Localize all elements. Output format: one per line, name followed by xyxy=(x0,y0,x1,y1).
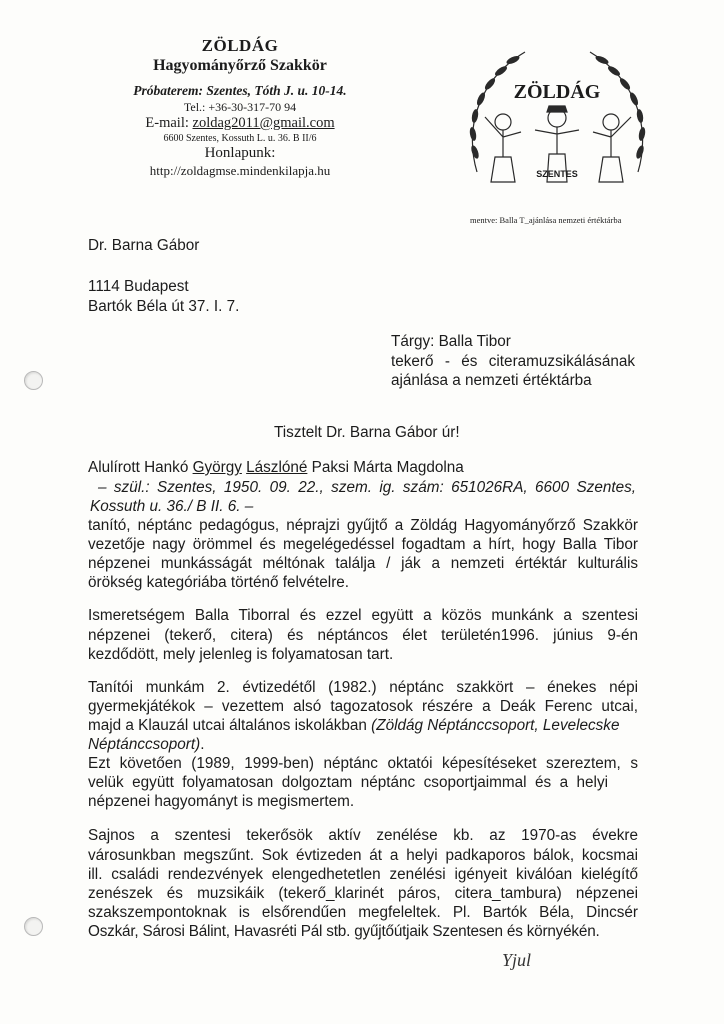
org-phone: Tel.: +36-30-317-70 94 xyxy=(183,100,297,114)
para3-line-7: népzenei hagyományt is megismertem. xyxy=(88,793,355,810)
punch-hole-bottom xyxy=(24,917,43,936)
recipient-city: 1114 Budapest xyxy=(88,278,189,295)
website-label: Honlapunk: xyxy=(204,145,276,161)
para3-line-3 xyxy=(88,716,638,736)
subject-line-3: ajánlása a nemzeti értéktárba xyxy=(391,372,592,389)
intro-line-5: örökség kategóriába történő felvételre. xyxy=(88,574,350,591)
para2-line-3: kezdődött, mely jelenleg is folyamatosan tart. xyxy=(88,646,394,663)
org-postal-address: 6600 Szentes, Kossuth L. u. 36. B II/6 xyxy=(163,133,317,144)
wheat-wreath-with-three-dancers-logo xyxy=(455,22,660,202)
email-prefix: E-mail: xyxy=(145,115,193,131)
letterhead xyxy=(90,36,390,179)
para3-line-4 xyxy=(88,735,204,755)
recipient-name: Dr. Barna Gábor xyxy=(88,237,200,254)
recipient-street: Bartók Béla út 37. I. 7. xyxy=(88,298,240,315)
para3-text: majd a Klauzál utcai általános iskolákban xyxy=(88,717,372,734)
para3-line-6: velük együtt folyamatosan dolgoztam néptánc csoportjaimmal és a helyi xyxy=(88,774,608,791)
email-link[interactable]: zoldag2011@gmail.com xyxy=(192,115,335,131)
intro-line-1 xyxy=(88,458,464,478)
para4-line-5: szakszempontoknak is elsőrendűen megfeleltek. Pl. Bartók Béla, Dincsér xyxy=(88,904,638,921)
intro-line-4: népzenei munkásságát méltónak találja / ják a nemzeti értéktár kulturális xyxy=(88,555,638,572)
para3-line-2: gyermekjátékok – vezettem alsó tagozatosok részére a Deák Ferenc utcai, xyxy=(88,698,638,715)
logo-drawing xyxy=(455,22,660,202)
logo-city: SZENTES xyxy=(536,169,578,179)
intro-line-3: vezetője nagy örömmel és megelégedéssel fogadtam a hírt, hogy Balla Tibor xyxy=(88,536,638,553)
para3-italic-2: Néptánccsoport) xyxy=(88,736,201,753)
salutation: Tisztelt Dr. Barna Gábor úr! xyxy=(274,424,460,441)
intro-details-1: – szül.: Szentes, 1950. 09. 22., szem. ig. szám: 651026RA, 6600 Szentes, xyxy=(98,479,636,496)
intro-underlined-2: Lászlóné xyxy=(246,459,308,476)
para4-line-4: zenészek és muzsikáik (tekerő_klarinét páros, citera_tambura) népzenei xyxy=(88,885,638,902)
subject-line-1: Tárgy: Balla Tibor xyxy=(391,333,511,350)
para4-line-1: Sajnos a szentesi tekerősök aktív zenélése kb. az 1970-as évekre xyxy=(88,827,638,844)
org-name: ZÖLDÁG xyxy=(201,36,279,55)
para2-line-1: Ismeretségem Balla Tiborral és ezzel együtt a közös munkánk a szentesi xyxy=(88,607,638,624)
intro-line-2: tanító, néptánc pedagógus, néprajzi gyűjtő a Zöldág Hagyományőrző Szakkör xyxy=(88,517,638,534)
subject-line-2: tekerő - és citeramuzsikálásának xyxy=(391,353,635,370)
para3-line-1: Tanítói munkám 2. évtizedétől (1982.) néptánc szakkört – énekes népi xyxy=(88,679,638,696)
para2-line-2: népzenei (tekerő, citera) és néptáncos élet területén1996. június 9-én xyxy=(88,627,638,644)
para4-line-6: Oszkár, Sárosi Bálint, Havasréti Pál stb. gyűjtőútjaik Szentesen és környékén. xyxy=(88,923,600,940)
handwritten-initials: Yjul xyxy=(502,950,532,970)
para4-line-3: ill. családi rendezvények elengedhetetlen zenélési igényeit kiválóan kielégítő xyxy=(88,866,638,883)
org-email-line xyxy=(90,115,390,132)
org-address: Próbaterem: Szentes, Tóth J. u. 10-14. xyxy=(133,83,347,98)
para3-period: . xyxy=(200,736,205,753)
intro-underlined-1: György xyxy=(192,459,242,476)
intro-text-2: Paksi Márta Magdolna xyxy=(307,459,464,476)
intro-details-2: Kossuth u. 36./ B II. 6. – xyxy=(90,498,254,515)
para3-italic: (Zöldág Néptánccsoport, Levelecske xyxy=(371,717,620,734)
para3-line-5: Ezt követően (1989, 1999-ben) néptánc oktatói képesítéseket szereztem, s xyxy=(88,755,638,772)
para4-line-2: városunkban megszűnt. Sok évtizeden át a helyi padkaporos bálok, kocsmai xyxy=(88,847,638,864)
intro-text: Alulírott Hankó xyxy=(88,459,193,476)
org-subtitle: Hagyományőrző Szakkör xyxy=(153,57,327,74)
website-link[interactable]: http://zoldagmse.mindenkilapja.hu xyxy=(149,163,331,178)
file-note: mentve: Balla T_ajánlása nemzeti értéktárba xyxy=(470,215,622,225)
punch-hole-top xyxy=(24,371,43,390)
logo-name: ZÖLDÁG xyxy=(513,81,601,103)
